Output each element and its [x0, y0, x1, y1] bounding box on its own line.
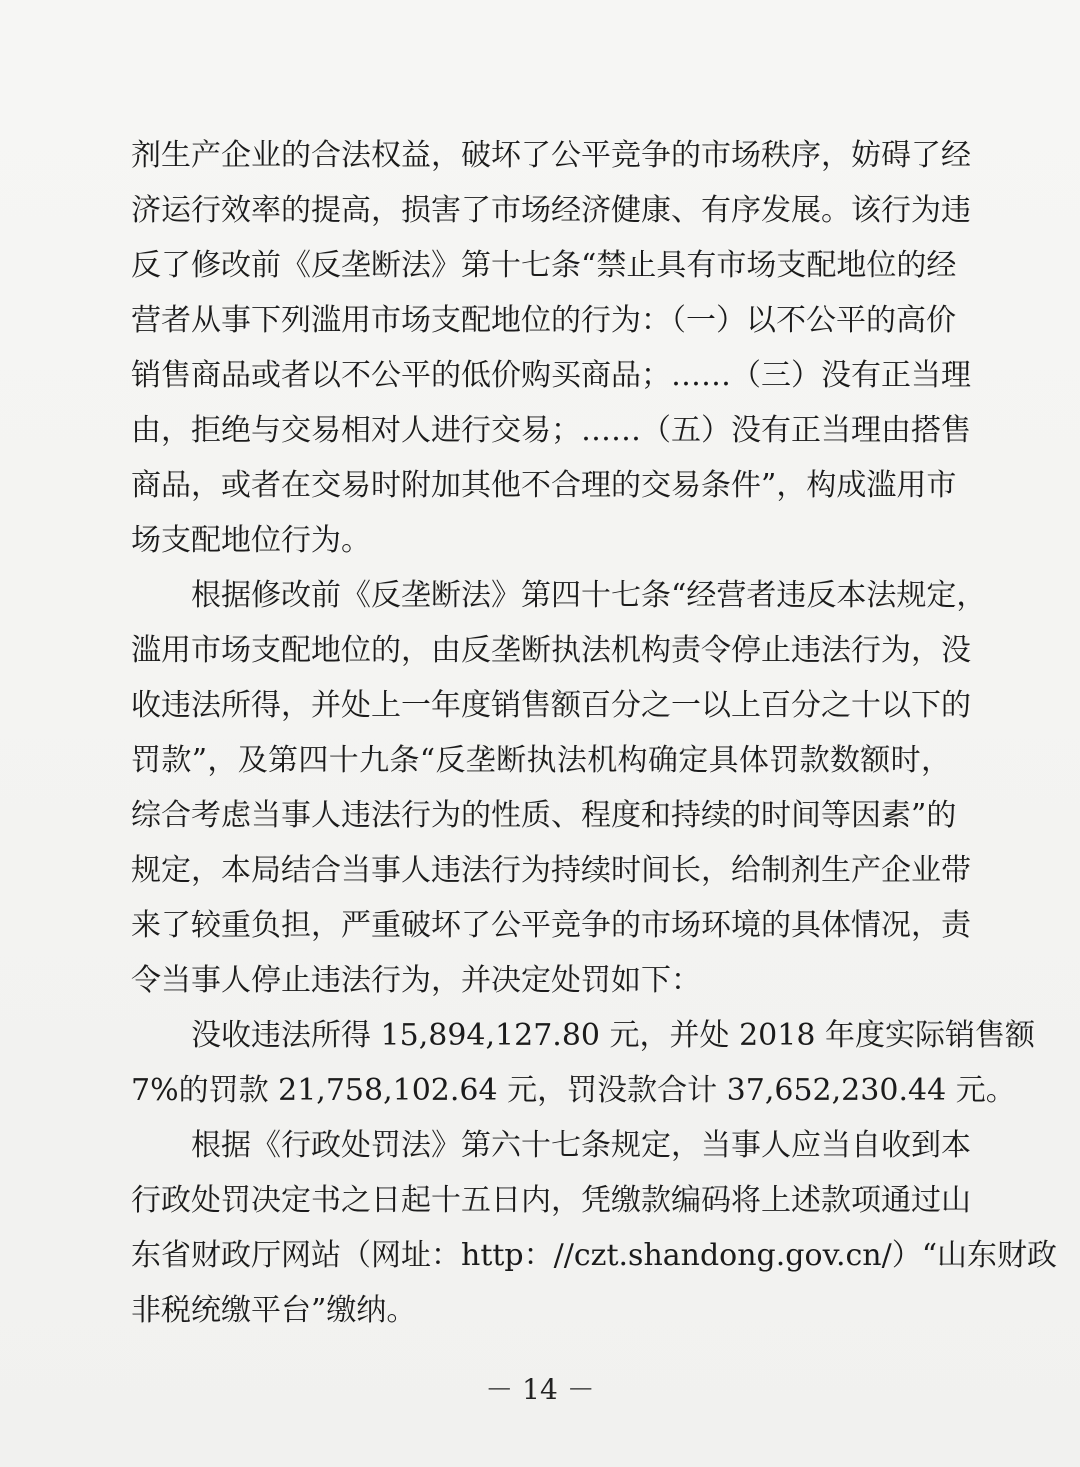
text-line: 综合考虑当事人违法行为的性质、程度和持续的时间等因素”的 — [131, 798, 957, 833]
text-line: 根据《行政处罚法》第六十七条规定，当事人应当自收到本 — [191, 1128, 971, 1163]
text-line: 场支配地位行为。 — [131, 523, 371, 558]
text-line: 非税统缴平台”缴纳。 — [131, 1293, 417, 1328]
paragraph-payment-instructions — [131, 1118, 1058, 1338]
page-number: － 14 － — [485, 1373, 595, 1406]
text-line: 令当事人停止违法行为，并决定处罚如下： — [131, 963, 701, 998]
text-line: 东省财政厅网站（网址：http：//czt.shandong.gov.cn/）“山东财政 — [131, 1238, 1058, 1273]
text-line: 根据修改前《反垄断法》第四十七条“经营者违反本法规定， — [191, 578, 987, 613]
text-line: 罚款”，及第四十九条“反垄断执法机构确定具体罚款数额时， — [131, 743, 951, 778]
text-line: 没收违法所得 15,894,127.80 元，并处 2018 年度实际销售额 — [191, 1018, 1035, 1053]
text-line: 由，拒绝与交易相对人进行交易；……（五）没有正当理由搭售 — [131, 413, 971, 448]
text-line: 7%的罚款 21,758,102.64 元，罚没款合计 37,652,230.44 元。 — [131, 1073, 1016, 1108]
text-line: 滥用市场支配地位的，由反垄断执法机构责令停止违法行为，没 — [131, 633, 971, 668]
text-line: 销售商品或者以不公平的低价购买商品；……（三）没有正当理 — [131, 358, 971, 393]
text-line: 规定，本局结合当事人违法行为持续时间长，给制剂生产企业带 — [131, 853, 971, 888]
text-line: 来了较重负担，严重破坏了公平竞争的市场环境的具体情况，责 — [131, 908, 971, 943]
text-line: 反了修改前《反垄断法》第十七条“禁止具有市场支配地位的经 — [131, 248, 957, 283]
text-line: 济运行效率的提高，损害了市场经济健康、有序发展。该行为违 — [131, 193, 971, 228]
text-line: 收违法所得，并处上一年度销售额百分之一以上百分之十以下的 — [131, 688, 971, 723]
paragraph-violation-finding — [131, 128, 971, 568]
paragraph-legal-basis — [131, 568, 987, 1008]
paragraph-penalty-amounts — [131, 1008, 1035, 1118]
text-line: 行政处罚决定书之日起十五日内，凭缴款编码将上述款项通过山 — [131, 1183, 971, 1218]
text-line: 剂生产企业的合法权益，破坏了公平竞争的市场秩序，妨碍了经 — [131, 138, 971, 173]
body-text — [131, 128, 1058, 1338]
text-line: 商品，或者在交易时附加其他不合理的交易条件”，构成滥用市 — [131, 468, 957, 503]
text-line: 营者从事下列滥用市场支配地位的行为：（一）以不公平的高价 — [131, 303, 956, 338]
